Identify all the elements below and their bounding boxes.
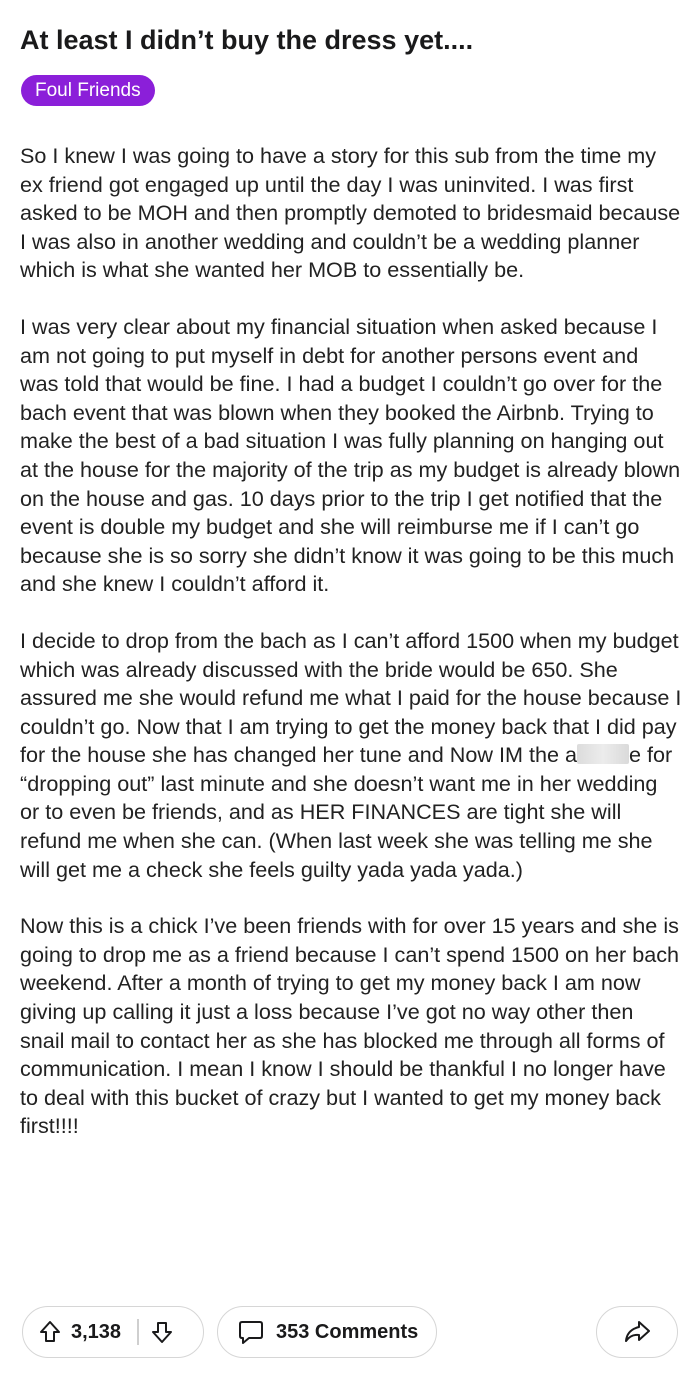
post-flair[interactable]: Foul Friends xyxy=(21,75,155,106)
post-paragraph-4: Now this is a chick I’ve been friends with for over 15 years and she is going to drop me as a friend because I can’t spend 1500 on her bach weekend. After a month of trying to get my money back I am now giving up calling it just a loss because I’ve got no way other then snail mail to contact her as she has blocked me through all forms of communication. I mean I know I should be thankful I no longer have to deal with this bucket of crazy but I wanted to get my money back first!!!! xyxy=(20,913,680,1139)
upvote-arrow-icon[interactable] xyxy=(39,1320,61,1344)
share-button[interactable] xyxy=(596,1306,678,1358)
vote-divider xyxy=(137,1319,139,1345)
post-action-bar xyxy=(22,1306,678,1360)
comment-bubble-icon xyxy=(238,1319,264,1345)
vote-count: 3,138 xyxy=(71,1320,122,1343)
post-paragraph-1: So I knew I was going to have a story for this sub from the time my ex friend got engaged up until the day I was uninvited. I was first asked to be MOH and then promptly demoted to bridesmaid because I was also in another wedding and couldn’t be a wedding planner which is what she wanted her MOB to essentially be. xyxy=(20,143,681,283)
paragraph-3-text-after: e for “dropping out” last minute and she doesn’t want me in her wedding or to even be friends, and as HER FINANCES are tight she will refund me when she can. (When last week she was telling me she will get me a check she feels guilty yada yada yada.) xyxy=(20,742,673,882)
post-body xyxy=(20,142,682,1169)
post-paragraph-3 xyxy=(20,627,682,884)
share-arrow-icon xyxy=(623,1319,651,1345)
comments-button[interactable] xyxy=(217,1306,437,1358)
censored-word-blur xyxy=(577,744,629,764)
comments-count: 353 Comments xyxy=(276,1320,419,1343)
downvote-arrow-icon[interactable] xyxy=(151,1320,173,1344)
post-paragraph-2: I was very clear about my financial situation when asked because I am not going to put myself in debt for another persons event and was told that would be fine. I had a budget I couldn’t go over for the bach event that was blown when they booked the Airbnb. Trying to make the best of a bad situation I was fully planning on hanging out at the house for the majority of the trip as my budget is already blown on the house and gas. 10 days prior to the trip I get notified that the event is double my budget and she will reimburse me if I can’t go because she is so sorry she didn’t know it was going to be this much and she knew I couldn’t afford it. xyxy=(20,313,681,597)
paragraph-3-text-before: I decide to drop from the bach as I can’t afford 1500 when my budget which was already discussed with the bride would be 650. She assured me she would refund me what I paid for the house because I couldn’t go. Now that I am trying to get the money back that I did pay for the house she has changed her tune and Now IM the a xyxy=(20,627,682,768)
post-title[interactable]: At least I didn’t buy the dress yet.... xyxy=(20,25,474,55)
vote-control xyxy=(22,1306,204,1358)
